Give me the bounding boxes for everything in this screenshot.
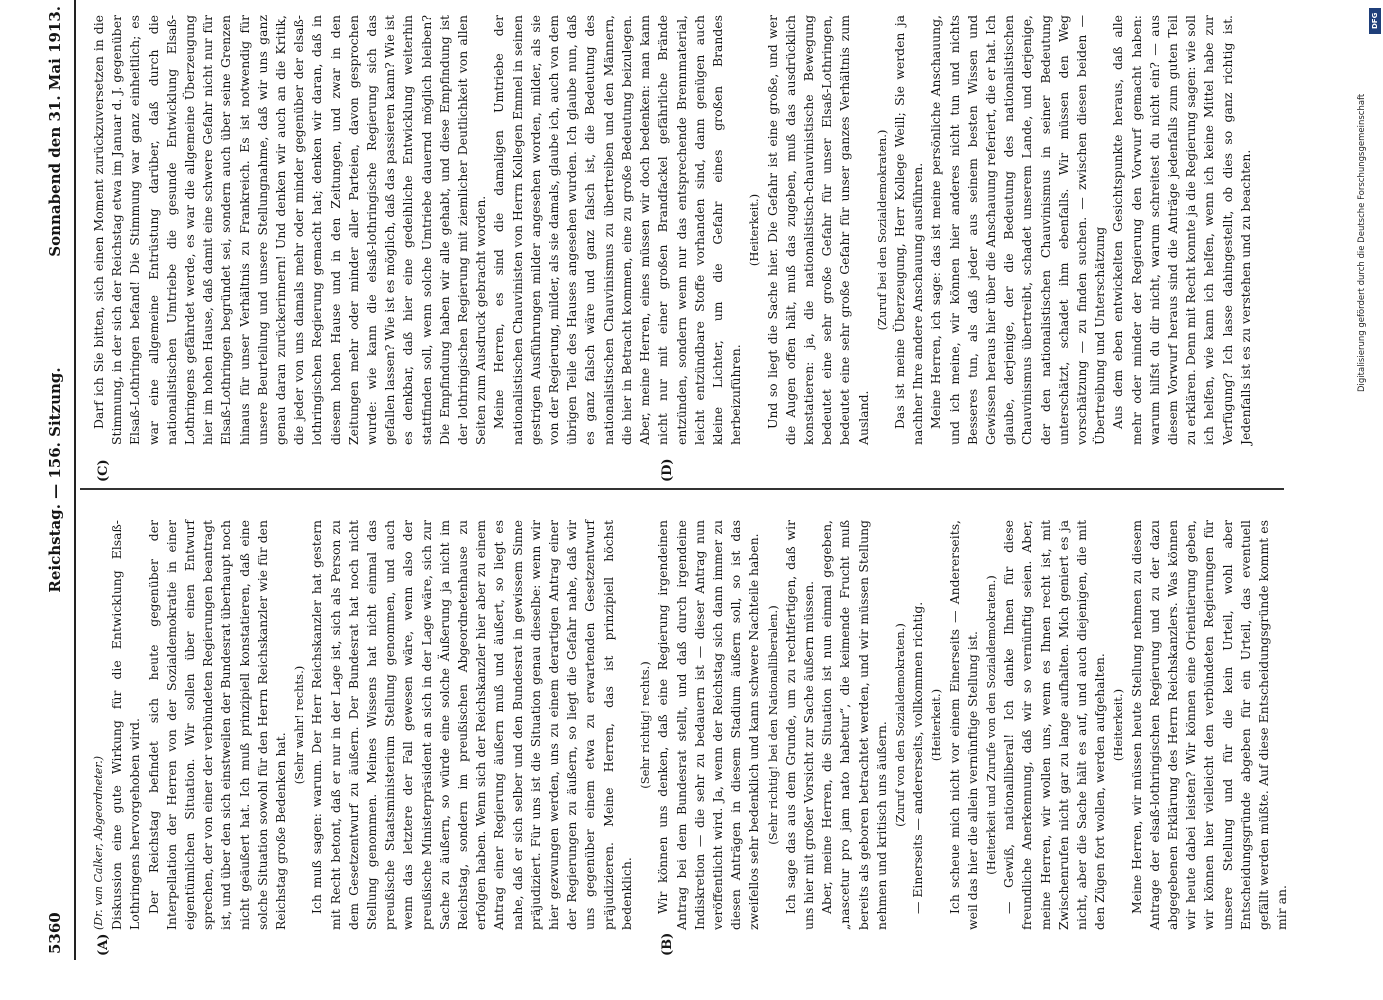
stage-direction: (Heiterkeit und Zurufe von den Sozialdemokraten.) <box>983 575 998 875</box>
column-divider <box>80 488 1284 490</box>
page-number: 5360 <box>46 912 64 954</box>
rotated-print-page <box>40 0 1290 960</box>
page-date: Sonnabend den 31. Mai 1913. <box>46 6 64 257</box>
stage-direction: (Heiterkeit.) <box>929 688 944 762</box>
right-paragraph: Und so liegt die Sache hier. Die Gefahr ist eine große, und wer die Augen offen hält, muß das zugeben, muß das ausdrücklich konstatieren: ja, die nationalistisch-chauvinistische Bewegung bedeutet eine sehr große Gefahr für unser Elsaß-Lothringen, bedeutet eine sehr große Gefahr für unser ganzes Verhältnis zum Ausland. <box>764 15 871 445</box>
left-paragraph: Meine Herren, wir müssen heute Stellung nehmen zu diesem Antrage der elsaß-lothringischen Regierung und zu der dazu abgegebenen Erklärung des Herrn Reichskanzlers. Was können wir heute dabei leisten? Wir können eine Orientierung geben, wir können hier vielleicht den verbündeten Regierungen für unsere Stellung und für die kein Urteil, wohl aber Entscheidungsgründe abgeben für ein Urteil, das eventuell gefällt werden müßte. Auf diese Entscheidungsgründe kommt es mir an. <box>1128 520 1290 930</box>
stage-direction: (Zuruf bei den Sozialdemokraten.) <box>874 129 889 331</box>
left-paragraph: Ich muß sagen: warum. Der Herr Reichskanzler hat gestern mit Recht betont, daß er nur in der Lage ist, sich als Person zu dem Gesetzentwurf zu äußern. Der Bundesrat hat noch nicht Stellung genommen. Meines Wissens hat nicht einmal das preußische Staatsministerium Stellung genommen, und auch wenn das letztere der Fall gewesen wäre, wenn also der preußische Ministerpräsident an sich in der Lage wäre, sich zur Sache zu äußern, so würde eine solche Äußerung ja nicht im Reichstag, sondern im preußischen Abgeordnetenhause zu erfolgen haben. Wenn sich der Reichskanzler hier aber zu einem Antrag einer Regierung äußern muß und äußert, so liegt es nahe, daß er sich selber und den Bundesrat in gewissem Sinne präjudiziert. Für uns ist die Situation genau dieselbe: wenn wir hier gezwungen werden, uns zu einem derartigen Antrag einer der Regierungen zu äußern, so liegt die Gefahr nahe, daß wir uns gegenüber einem etwa zu erwartenden Gesetzentwurf präjudizieren. Meine Herren, das ist prinzipiell höchst bedenklich. <box>309 520 634 930</box>
stage-direction: (Heiterkeit.) <box>747 193 762 267</box>
left-paragraph: Diskussion eine gute Wirkung für die Entwicklung Elsaß-Lothringens hervorgehoben wird. <box>109 520 143 930</box>
left-paragraph: Wir können uns denken, daß eine Regierung irgendeinen Antrag bei dem Bundesrat stellt, und daß durch irgendeine Indiskretion — die sehr zu bedauern ist — dieser Antrag nun veröffentlicht wird. Ja, wenn der Reichstag sich dann immer zu diesen Anträgen in diesem Stadium äußern soll, so ist das zweifellos sehr bedenklich und kann schwere Nachteile haben. <box>655 520 762 930</box>
left-paragraph: — Gewiß, nationalliberal! Ich danke Ihnen für diese freundliche Anerkennung, daß wir so vernünftig seien. Aber, meine Herren, wir wollen uns, wenn es Ihnen recht ist, mit Zwischenrufen nicht gar zu lange aufhalten. Mich geniert es ja nicht, aber die Sache hält es auf, und auch diejenigen, die mit den Zügen fort wollen, werden aufgehalten. <box>1001 520 1108 930</box>
left-paragraph: Der Reichstag befindet sich heute gegenüber der Interpellation der Herren von der Sozialdemokratie in einer eigentümlichen Situation. Wir sollen über einen Entwurf sprechen, der von einer der verbündeten Regierungen beantragt ist, und über den sich einstweilen der Bundesrat überhaupt noch nicht geäußert hat. Ich muß prinzipiell konstatieren, daß eine solche Situation sowohl für den Herrn Reichskanzler wie für den Reichstag große Bedenken hat. <box>145 520 289 930</box>
dfg-logo: DFG <box>1369 8 1381 34</box>
stage-direction: (Sehr richtig! rechts.) <box>638 661 653 789</box>
stage-direction: (Sehr wahr! rechts.) <box>292 665 307 785</box>
left-text-column <box>90 520 1290 930</box>
stage-direction: (Sehr richtig! bei den Nationalliberalen.) <box>765 605 780 845</box>
margin-letter-c: (C) <box>96 459 111 482</box>
left-paragraph: Ich sage das aus dem Grunde, um zu rechtfertigen, daß wir uns hier mit großer Vorsicht zur Sache äußern müssen. <box>782 520 816 930</box>
stage-direction: (Zuruf von den Sozialdemokraten.) <box>892 623 907 827</box>
right-paragraph: Meine Herren, es sind die damaligen Umtriebe der nationalistischen Chauvinisten von Herrn Kollegen Emmel in seinen gestrigen Ausführungen milder angesehen worden, milder, als sie von der Regierung, milder, als sie damals, glaube ich, auch von dem übrigen Teile des Hauses angesehen wurden. Ich glaube nun, daß es ganz falsch wäre und ganz falsch ist, die Bedeutung des nationalistischen Chauvinismus zu übertreiben und den Männern, die hier in Betracht kommen, eine zu große Bedeutung beizulegen. Aber, meine Herren, eines müssen wir doch bedenken: man kann nicht nur mit einer großen Brandfackel gefährliche Brände entzünden, sondern wenn nur das entsprechende Brennmaterial, leicht entzündbare Stoffe vorhanden sind, dann genügen auch kleine Lichter, um die Gefahr eines großen Brandes herbeizuführen. <box>491 15 744 445</box>
margin-letter-a: (A) <box>96 933 111 956</box>
margin-letter-d: (D) <box>660 458 675 482</box>
margin-letter-b: (B) <box>660 932 675 956</box>
right-paragraph: Darf ich Sie bitten, sich einen Moment zurückzuversetzen in die Stimmung, in der sich der Reichstag etwa im Januar d. J. gegenüber Elsaß-Lothringen befand! Die Stimmung war ganz einheitlich; es war eine allgemeine Entrüstung darüber, daß durch die nationalistischen Umtriebe die gesunde Entwicklung Elsaß-Lothringens gefährdet werde, es war die allgemeine Überzeugung hier im hohen Hause, daß damit eine schwere Gefahr nicht nur für Elsaß-Lothringen begründet sei, sondern auch über seine Grenzen hinaus für unser Verhältnis zu Frankreich. Es ist notwendig für unsere Beurteilung und unsere Stellungnahme, daß wir uns ganz genau daran zurückerinnern! Und denken wir auch an die Kritik, die jeder von uns damals mehr oder minder gegenüber der elsaß-lothringischen Regierung gemacht hat; denken wir daran, daß in diesem hohen Hause und in den Zeitungen, und zwar in den Zeitungen mehr oder minder aller Parteien, davon gesprochen wurde: wie kann die elsaß-lothringische Regierung sich das gefallen lassen? Wie ist es möglich, daß das passieren kann? Wie ist es denkbar, daß hier eine gedeihliche Entwicklung weiterhin stattfinden soll, wenn solche Umtriebe dauernd möglich bleiben? Die Empfindung haben wir alle gehabt, und diese Empfindung ist der lothringischen Regierung mit ziemlicher Deutlichkeit von allen Seiten zum Ausdruck gebracht worden. <box>91 15 489 445</box>
right-paragraph: Aus dem eben entwickelten Gesichtspunkte heraus, daß alle mehr oder minder der Regierung den Vorwurf gemacht haben: warum hilfst du dir nicht, warum schreitest du nicht ein? — aus diesem Vorwurf heraus sind die Anträge jedenfalls zum guten Teil zu erklären. Denn mit Recht konnte ja die Regierung sagen: wie soll ich helfen, wie kann ich helfen, wenn ich keine Mittel habe zur Verfügung? Ich lasse dahingestellt, ob dies so ganz richtig ist. Jedenfalls ist es zu verstehen und zu beachten. <box>1110 15 1253 445</box>
right-text-column <box>90 15 1280 445</box>
right-paragraph: Das ist meine Überzeugung, Herr Kollege Weill; Sie werden ja nachher Ihre andere Anschauung ausführen. <box>891 15 926 445</box>
right-paragraph: Meine Herren, ich sage: das ist meine persönliche Anschauung, und ich meine, wir können hier anderes nicht tun und nichts Besseres tun, als daß jeder aus seinem besten Wissen und Gewissen heraus hier über die Anschauung referiert, die er hat. Ich glaube, derjenige, der die Bedeutung des nationalistischen Chauvinismus übertreibt, schadet unserem Lande, und derjenige, der den nationalistischen Chauvinismus in seiner Bedeutung unterschätzt, schadet ihm ebenfalls. Wir müssen den Weg vorschätzung — zu finden suchen. — zwischen diesen beiden — Übertreibung und Unterschätzung <box>928 15 1108 445</box>
left-paragraph: — Einerseits — andererseits, vollkommen richtig. <box>910 601 926 914</box>
stage-direction: (Heiterkeit.) <box>1111 688 1126 762</box>
page-header <box>40 0 76 960</box>
left-paragraph: Aber, meine Herren, die Situation ist nun einmal gegeben, „nascetur pro jam nato habetur“, die keimende Frucht muß bereits als geboren betrachtet werden, und wir müssen Stellung nehmen und kritisch uns äußern. <box>819 520 889 930</box>
digitization-credit: Digitalisierung gefördert durch die Deutsche Forschungsgemeinschaft <box>1357 93 1367 392</box>
speaker-note: (Dr. van Calker, Abgeordneter.) <box>92 755 105 930</box>
page-title: Reichstag. — 156. Sitzung. <box>46 367 64 593</box>
left-paragraph: Ich scheue mich nicht vor einem Einerseits — Andererseits, weil das hier die allein vernünftige Stellung ist. <box>946 520 980 930</box>
